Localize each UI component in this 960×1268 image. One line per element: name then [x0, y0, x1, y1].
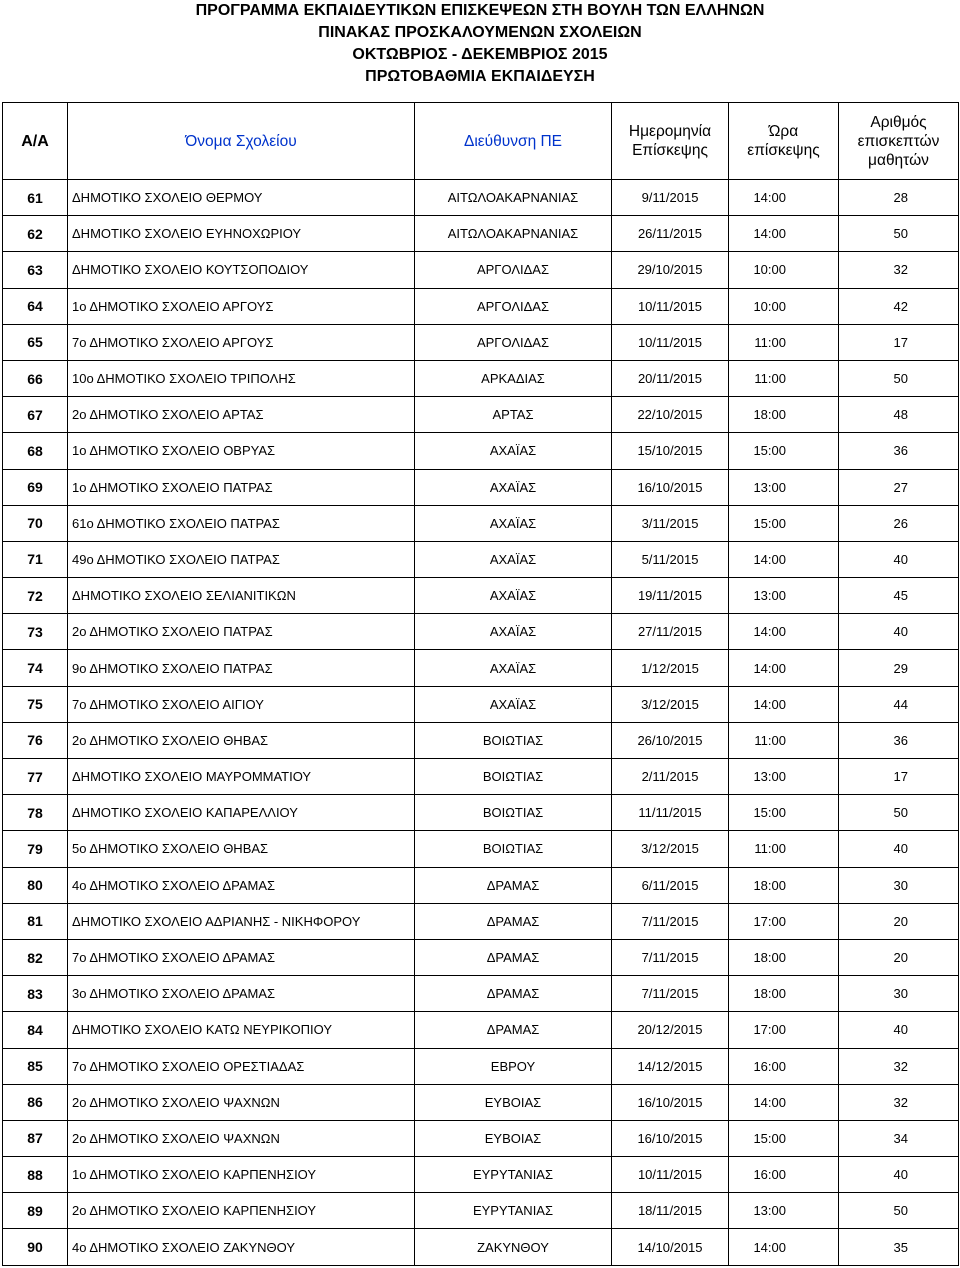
table-row: [3, 180, 959, 216]
student-count-cell: 35: [839, 1229, 959, 1265]
visit-time-cell: 18:00: [729, 867, 839, 903]
table-row: [3, 686, 959, 722]
visit-date-cell: 1/12/2015: [612, 650, 729, 686]
table-row: [3, 1157, 959, 1193]
header-visit-date-line-2: Επίσκεψης: [632, 142, 708, 159]
student-count-cell: 17: [839, 759, 959, 795]
table-row: [3, 1084, 959, 1120]
visit-time-cell: 15:00: [729, 433, 839, 469]
student-count-cell: 50: [839, 216, 959, 252]
table-row: [3, 541, 959, 577]
row-aa: 87: [3, 1120, 68, 1156]
school-name-cell: 49ο ΔΗΜΟΤΙΚΟ ΣΧΟΛΕΙΟ ΠΑΤΡΑΣ: [68, 541, 415, 577]
school-name-cell: ΔΗΜΟΤΙΚΟ ΣΧΟΛΕΙΟ ΚΟΥΤΣΟΠΟΔΙΟΥ: [68, 252, 415, 288]
visit-time-cell: 14:00: [729, 1229, 839, 1265]
student-count-cell: 44: [839, 686, 959, 722]
row-aa: 84: [3, 1012, 68, 1048]
header-visit-date: [612, 103, 729, 180]
visit-time-cell: 14:00: [729, 650, 839, 686]
visit-date-cell: 27/11/2015: [612, 614, 729, 650]
directorate-cell: ΑΧΑΪΑΣ: [415, 686, 612, 722]
directorate-cell: ΒΟΙΩΤΙΑΣ: [415, 795, 612, 831]
visit-time-cell: 10:00: [729, 252, 839, 288]
school-name-cell: ΔΗΜΟΤΙΚΟ ΣΧΟΛΕΙΟ ΘΕΡΜΟΥ: [68, 180, 415, 216]
header-visit-date-line-1: Ημερομηνία: [628, 123, 712, 140]
school-name-cell: 7ο ΔΗΜΟΤΙΚΟ ΣΧΟΛΕΙΟ ΟΡΕΣΤΙΑΔΑΣ: [68, 1048, 415, 1084]
row-aa: 82: [3, 939, 68, 975]
directorate-cell: ΔΡΑΜΑΣ: [415, 976, 612, 1012]
student-count-cell: 32: [839, 252, 959, 288]
table-row: [3, 360, 959, 396]
directorate-cell: ΕΥΡΥΤΑΝΙΑΣ: [415, 1193, 612, 1229]
header-visit-time-line-1: Ώρα: [768, 123, 799, 140]
row-aa: 64: [3, 288, 68, 324]
row-aa: 78: [3, 795, 68, 831]
table-row: [3, 650, 959, 686]
student-count-cell: 45: [839, 578, 959, 614]
title-line-4: ΠΡΩΤΟΒΑΘΜΙΑ ΕΚΠΑΙΔΕΥΣΗ: [365, 68, 595, 85]
row-aa: 76: [3, 722, 68, 758]
table-row: [3, 722, 959, 758]
visit-date-cell: 29/10/2015: [612, 252, 729, 288]
table-row: [3, 795, 959, 831]
directorate-cell: ΑΡΓΟΛΙΔΑΣ: [415, 288, 612, 324]
table-row: [3, 1012, 959, 1048]
table-row: [3, 252, 959, 288]
table-row: [3, 1048, 959, 1084]
student-count-cell: 36: [839, 722, 959, 758]
row-aa: 70: [3, 505, 68, 541]
visit-time-cell: 14:00: [729, 541, 839, 577]
visit-time-cell: 17:00: [729, 1012, 839, 1048]
student-count-cell: 40: [839, 614, 959, 650]
table-row: [3, 505, 959, 541]
visit-time-cell: 18:00: [729, 976, 839, 1012]
header-visit-time-line-2: επίσκεψης: [747, 142, 820, 159]
directorate-cell: ΕΥΒΟΙΑΣ: [415, 1084, 612, 1120]
student-count-cell: 48: [839, 397, 959, 433]
row-aa: 77: [3, 759, 68, 795]
visit-date-cell: 9/11/2015: [612, 180, 729, 216]
document-title: [0, 0, 960, 88]
visit-time-cell: 15:00: [729, 795, 839, 831]
title-line-3: ΟΚΤΩΒΡΙΟΣ - ΔΕΚΕΜΒΡΙΟΣ 2015: [352, 46, 608, 63]
table-row: [3, 831, 959, 867]
directorate-cell: ΑΧΑΪΑΣ: [415, 505, 612, 541]
table-row: [3, 1229, 959, 1265]
row-aa: 83: [3, 976, 68, 1012]
school-name-cell: 7ο ΔΗΜΟΤΙΚΟ ΣΧΟΛΕΙΟ ΔΡΑΜΑΣ: [68, 939, 415, 975]
visit-date-cell: 15/10/2015: [612, 433, 729, 469]
visit-date-cell: 20/11/2015: [612, 360, 729, 396]
table-row: [3, 867, 959, 903]
directorate-cell: ΑΙΤΩΛΟΑΚΑΡΝΑΝΙΑΣ: [415, 180, 612, 216]
school-name-cell: 9ο ΔΗΜΟΤΙΚΟ ΣΧΟΛΕΙΟ ΠΑΤΡΑΣ: [68, 650, 415, 686]
visit-time-cell: 11:00: [729, 324, 839, 360]
directorate-cell: ΒΟΙΩΤΙΑΣ: [415, 722, 612, 758]
student-count-cell: 30: [839, 867, 959, 903]
directorate-cell: ΑΧΑΪΑΣ: [415, 541, 612, 577]
visit-date-cell: 7/11/2015: [612, 903, 729, 939]
visit-date-cell: 10/11/2015: [612, 288, 729, 324]
row-aa: 80: [3, 867, 68, 903]
visit-date-cell: 26/11/2015: [612, 216, 729, 252]
school-name-cell: 1ο ΔΗΜΟΤΙΚΟ ΣΧΟΛΕΙΟ ΟΒΡΥΑΣ: [68, 433, 415, 469]
visit-date-cell: 2/11/2015: [612, 759, 729, 795]
visit-time-cell: 11:00: [729, 831, 839, 867]
student-count-cell: 50: [839, 795, 959, 831]
directorate-cell: ΑΡΚΑΔΙΑΣ: [415, 360, 612, 396]
visit-time-cell: 14:00: [729, 686, 839, 722]
visit-time-cell: 16:00: [729, 1048, 839, 1084]
row-aa: 67: [3, 397, 68, 433]
school-name-cell: ΔΗΜΟΤΙΚΟ ΣΧΟΛΕΙΟ ΕΥΗΝΟΧΩΡΙΟΥ: [68, 216, 415, 252]
school-name-cell: 7ο ΔΗΜΟΤΙΚΟ ΣΧΟΛΕΙΟ ΑΙΓΙΟΥ: [68, 686, 415, 722]
directorate-cell: ΑΧΑΪΑΣ: [415, 650, 612, 686]
directorate-cell: ΑΡΤΑΣ: [415, 397, 612, 433]
school-name-cell: ΔΗΜΟΤΙΚΟ ΣΧΟΛΕΙΟ ΚΑΤΩ ΝΕΥΡΙΚΟΠΙΟΥ: [68, 1012, 415, 1048]
student-count-cell: 34: [839, 1120, 959, 1156]
student-count-cell: 40: [839, 831, 959, 867]
student-count-cell: 32: [839, 1084, 959, 1120]
directorate-cell: ΑΡΓΟΛΙΔΑΣ: [415, 324, 612, 360]
visit-time-cell: 11:00: [729, 360, 839, 396]
visit-time-cell: 18:00: [729, 939, 839, 975]
student-count-cell: 20: [839, 939, 959, 975]
table-header-row: [3, 103, 959, 180]
student-count-cell: 40: [839, 1157, 959, 1193]
header-student-count-line-1: Αριθμός: [870, 113, 927, 131]
row-aa: 63: [3, 252, 68, 288]
table-row: [3, 759, 959, 795]
row-aa: 86: [3, 1084, 68, 1120]
header-student-count: [839, 103, 959, 180]
visit-time-cell: 13:00: [729, 578, 839, 614]
student-count-cell: 36: [839, 433, 959, 469]
header-school-name: Όνομα Σχολείου: [68, 103, 415, 180]
directorate-cell: ΔΡΑΜΑΣ: [415, 867, 612, 903]
visit-time-cell: 18:00: [729, 397, 839, 433]
visit-time-cell: 13:00: [729, 469, 839, 505]
school-name-cell: 4ο ΔΗΜΟΤΙΚΟ ΣΧΟΛΕΙΟ ΔΡΑΜΑΣ: [68, 867, 415, 903]
table-row: [3, 976, 959, 1012]
table-row: [3, 397, 959, 433]
table-row: [3, 903, 959, 939]
school-name-cell: 61ο ΔΗΜΟΤΙΚΟ ΣΧΟΛΕΙΟ ΠΑΤΡΑΣ: [68, 505, 415, 541]
row-aa: 74: [3, 650, 68, 686]
student-count-cell: 26: [839, 505, 959, 541]
student-count-cell: 27: [839, 469, 959, 505]
table-row: [3, 939, 959, 975]
table-row: [3, 469, 959, 505]
row-aa: 89: [3, 1193, 68, 1229]
school-name-cell: 2ο ΔΗΜΟΤΙΚΟ ΣΧΟΛΕΙΟ ΚΑΡΠΕΝΗΣΙΟΥ: [68, 1193, 415, 1229]
visit-date-cell: 16/10/2015: [612, 1084, 729, 1120]
directorate-cell: ΑΙΤΩΛΟΑΚΑΡΝΑΝΙΑΣ: [415, 216, 612, 252]
directorate-cell: ΑΧΑΪΑΣ: [415, 614, 612, 650]
school-name-cell: 2ο ΔΗΜΟΤΙΚΟ ΣΧΟΛΕΙΟ ΑΡΤΑΣ: [68, 397, 415, 433]
visit-date-cell: 19/11/2015: [612, 578, 729, 614]
visit-time-cell: 15:00: [729, 1120, 839, 1156]
visit-time-cell: 16:00: [729, 1157, 839, 1193]
visit-date-cell: 11/11/2015: [612, 795, 729, 831]
header-visit-time: [729, 103, 839, 180]
visit-date-cell: 7/11/2015: [612, 939, 729, 975]
student-count-cell: 42: [839, 288, 959, 324]
visit-time-cell: 10:00: [729, 288, 839, 324]
directorate-cell: ΒΟΙΩΤΙΑΣ: [415, 759, 612, 795]
visit-time-cell: 13:00: [729, 759, 839, 795]
student-count-cell: 40: [839, 541, 959, 577]
table-row: [3, 216, 959, 252]
visit-time-cell: 14:00: [729, 1084, 839, 1120]
visit-date-cell: 3/12/2015: [612, 686, 729, 722]
row-aa: 66: [3, 360, 68, 396]
visit-time-cell: 11:00: [729, 722, 839, 758]
directorate-cell: ΕΥΡΥΤΑΝΙΑΣ: [415, 1157, 612, 1193]
student-count-cell: 32: [839, 1048, 959, 1084]
directorate-cell: ΔΡΑΜΑΣ: [415, 939, 612, 975]
visit-date-cell: 16/10/2015: [612, 469, 729, 505]
visit-date-cell: 5/11/2015: [612, 541, 729, 577]
directorate-cell: ΒΟΙΩΤΙΑΣ: [415, 831, 612, 867]
row-aa: 65: [3, 324, 68, 360]
visit-time-cell: 14:00: [729, 180, 839, 216]
visit-date-cell: 14/10/2015: [612, 1229, 729, 1265]
row-aa: 75: [3, 686, 68, 722]
student-count-cell: 17: [839, 324, 959, 360]
table-row: [3, 433, 959, 469]
visit-date-cell: 10/11/2015: [612, 1157, 729, 1193]
student-count-cell: 40: [839, 1012, 959, 1048]
school-name-cell: 7ο ΔΗΜΟΤΙΚΟ ΣΧΟΛΕΙΟ ΑΡΓΟΥΣ: [68, 324, 415, 360]
row-aa: 79: [3, 831, 68, 867]
visit-time-cell: 13:00: [729, 1193, 839, 1229]
directorate-cell: ΖΑΚΥΝΘΟΥ: [415, 1229, 612, 1265]
row-aa: 85: [3, 1048, 68, 1084]
directorate-cell: ΑΧΑΪΑΣ: [415, 469, 612, 505]
table-row: [3, 1193, 959, 1229]
title-line-1: ΠΡΟΓΡΑΜΜΑ ΕΚΠΑΙΔΕΥΤΙΚΩΝ ΕΠΙΣΚΕΨΕΩΝ ΣΤΗ ΒΟΥΛΗ ΤΩΝ ΕΛΛΗΝΩΝ: [195, 2, 765, 19]
row-aa: 73: [3, 614, 68, 650]
school-name-cell: ΔΗΜΟΤΙΚΟ ΣΧΟΛΕΙΟ ΣΕΛΙΑΝΙΤΙΚΩΝ: [68, 578, 415, 614]
school-name-cell: ΔΗΜΟΤΙΚΟ ΣΧΟΛΕΙΟ ΑΔΡΙΑΝΗΣ - ΝΙΚΗΦΟΡΟΥ: [68, 903, 415, 939]
visit-time-cell: 14:00: [729, 614, 839, 650]
school-name-cell: 2ο ΔΗΜΟΤΙΚΟ ΣΧΟΛΕΙΟ ΨΑΧΝΩΝ: [68, 1120, 415, 1156]
school-name-cell: ΔΗΜΟΤΙΚΟ ΣΧΟΛΕΙΟ ΚΑΠΑΡΕΛΛΙΟΥ: [68, 795, 415, 831]
table-row: [3, 288, 959, 324]
school-name-cell: 1ο ΔΗΜΟΤΙΚΟ ΣΧΟΛΕΙΟ ΚΑΡΠΕΝΗΣΙΟΥ: [68, 1157, 415, 1193]
directorate-cell: ΔΡΑΜΑΣ: [415, 903, 612, 939]
visit-date-cell: 26/10/2015: [612, 722, 729, 758]
student-count-cell: 30: [839, 976, 959, 1012]
school-name-cell: 5ο ΔΗΜΟΤΙΚΟ ΣΧΟΛΕΙΟ ΘΗΒΑΣ: [68, 831, 415, 867]
school-name-cell: 2ο ΔΗΜΟΤΙΚΟ ΣΧΟΛΕΙΟ ΨΑΧΝΩΝ: [68, 1084, 415, 1120]
directorate-cell: ΑΡΓΟΛΙΔΑΣ: [415, 252, 612, 288]
student-count-cell: 28: [839, 180, 959, 216]
visit-date-cell: 22/10/2015: [612, 397, 729, 433]
directorate-cell: ΑΧΑΪΑΣ: [415, 578, 612, 614]
school-name-cell: 2ο ΔΗΜΟΤΙΚΟ ΣΧΟΛΕΙΟ ΘΗΒΑΣ: [68, 722, 415, 758]
student-count-cell: 50: [839, 1193, 959, 1229]
student-count-cell: 29: [839, 650, 959, 686]
visit-date-cell: 10/11/2015: [612, 324, 729, 360]
row-aa: 62: [3, 216, 68, 252]
school-name-cell: 4ο ΔΗΜΟΤΙΚΟ ΣΧΟΛΕΙΟ ΖΑΚΥΝΘΟΥ: [68, 1229, 415, 1265]
header-student-count-line-2: επισκεπτών: [857, 132, 940, 150]
row-aa: 69: [3, 469, 68, 505]
row-aa: 72: [3, 578, 68, 614]
schools-table: [2, 102, 959, 1266]
visit-date-cell: 3/12/2015: [612, 831, 729, 867]
directorate-cell: ΕΒΡΟΥ: [415, 1048, 612, 1084]
visit-date-cell: 7/11/2015: [612, 976, 729, 1012]
school-name-cell: ΔΗΜΟΤΙΚΟ ΣΧΟΛΕΙΟ ΜΑΥΡΟΜΜΑΤΙΟΥ: [68, 759, 415, 795]
visit-date-cell: 14/12/2015: [612, 1048, 729, 1084]
directorate-cell: ΑΧΑΪΑΣ: [415, 433, 612, 469]
row-aa: 90: [3, 1229, 68, 1265]
row-aa: 81: [3, 903, 68, 939]
visit-date-cell: 18/11/2015: [612, 1193, 729, 1229]
row-aa: 68: [3, 433, 68, 469]
school-name-cell: 10ο ΔΗΜΟΤΙΚΟ ΣΧΟΛΕΙΟ ΤΡΙΠΟΛΗΣ: [68, 360, 415, 396]
school-name-cell: 1ο ΔΗΜΟΤΙΚΟ ΣΧΟΛΕΙΟ ΑΡΓΟΥΣ: [68, 288, 415, 324]
title-line-2: ΠΙΝΑΚΑΣ ΠΡΟΣΚΑΛΟΥΜΕΝΩΝ ΣΧΟΛΕΙΩΝ: [318, 24, 642, 41]
visit-time-cell: 17:00: [729, 903, 839, 939]
table-row: [3, 324, 959, 360]
student-count-cell: 20: [839, 903, 959, 939]
row-aa: 61: [3, 180, 68, 216]
row-aa: 88: [3, 1157, 68, 1193]
table-row: [3, 614, 959, 650]
school-name-cell: 2ο ΔΗΜΟΤΙΚΟ ΣΧΟΛΕΙΟ ΠΑΤΡΑΣ: [68, 614, 415, 650]
student-count-cell: 50: [839, 360, 959, 396]
directorate-cell: ΕΥΒΟΙΑΣ: [415, 1120, 612, 1156]
school-name-cell: 1ο ΔΗΜΟΤΙΚΟ ΣΧΟΛΕΙΟ ΠΑΤΡΑΣ: [68, 469, 415, 505]
table-row: [3, 578, 959, 614]
visit-date-cell: 16/10/2015: [612, 1120, 729, 1156]
header-aa: Α/Α: [3, 103, 68, 180]
visit-time-cell: 14:00: [729, 216, 839, 252]
visit-date-cell: 3/11/2015: [612, 505, 729, 541]
school-name-cell: 3ο ΔΗΜΟΤΙΚΟ ΣΧΟΛΕΙΟ ΔΡΑΜΑΣ: [68, 976, 415, 1012]
table-row: [3, 1120, 959, 1156]
visit-time-cell: 15:00: [729, 505, 839, 541]
directorate-cell: ΔΡΑΜΑΣ: [415, 1012, 612, 1048]
header-directorate: Διεύθυνση ΠΕ: [415, 103, 612, 180]
visit-date-cell: 20/12/2015: [612, 1012, 729, 1048]
row-aa: 71: [3, 541, 68, 577]
visit-date-cell: 6/11/2015: [612, 867, 729, 903]
header-student-count-line-3: μαθητών: [868, 151, 929, 169]
